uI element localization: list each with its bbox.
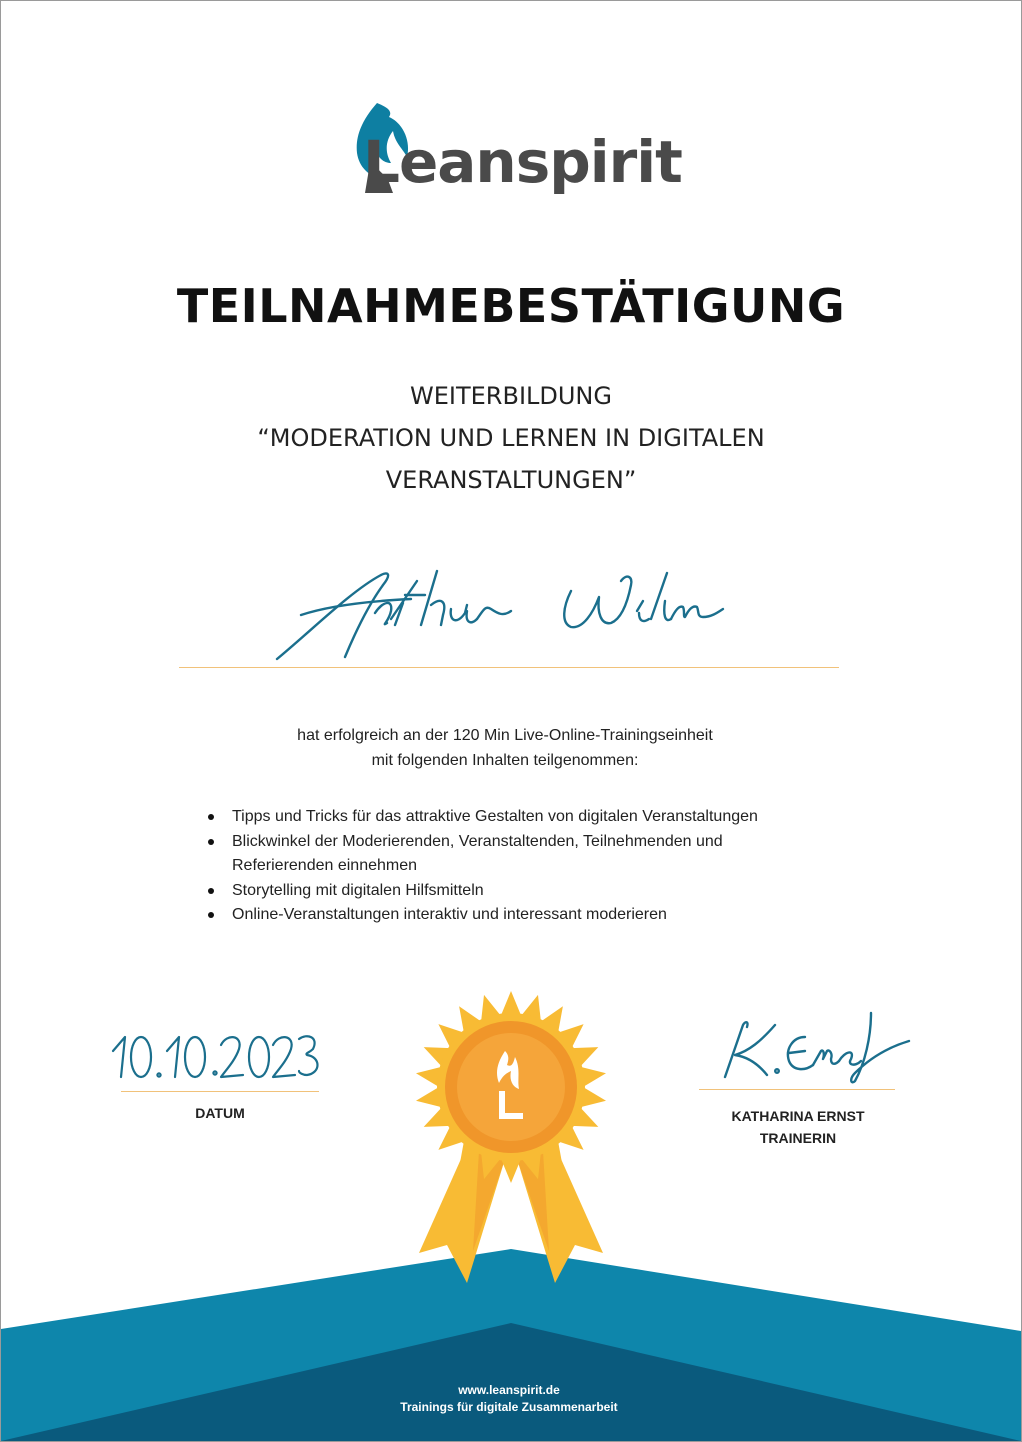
intro-line-2: mit folgenden Inhalten teilgenommen: — [371, 752, 639, 769]
list-item: Tipps und Tricks für das attraktive Gestalten von digitalen Veranstaltungen — [208, 805, 828, 830]
footer-url: www.leanspirit.de — [458, 1383, 560, 1397]
subtitle-line-1: WEITERBILDUNG — [410, 382, 612, 410]
handwritten-date — [109, 1027, 329, 1087]
date-label: DATUM — [195, 1105, 245, 1121]
company-logo — [353, 101, 682, 211]
footer-text — [1, 1382, 1017, 1416]
intro-line-1: hat erfolgreich an der 120 Min Live-Online-Trainingseinheit — [297, 727, 713, 744]
trainer-role: TRAINERIN — [759, 1130, 837, 1146]
course-contents-list — [208, 805, 828, 928]
subtitle-line-3: VERANSTALTUNGEN” — [385, 466, 637, 494]
subtitle-line-2: “MODERATION UND LERNEN IN DIGITALEN — [257, 424, 765, 452]
footer-tagline: Trainings für digitale Zusammenarbeit — [400, 1400, 618, 1414]
completion-statement — [1, 723, 1009, 773]
award-rosette-icon — [401, 991, 621, 1311]
certificate-title: TEILNAHMEBESTÄTIGUNG — [176, 279, 846, 333]
trainer-line — [699, 1089, 895, 1090]
participant-name-line — [179, 667, 839, 668]
participant-signature — [271, 561, 751, 671]
list-item: Storytelling mit digitalen Hilfsmitteln — [208, 879, 828, 904]
logo-text: Leanspirit — [363, 128, 682, 196]
list-item: Blickwinkel der Moderierenden, Veranstaltenden, Teilnehmenden und Referierenden einnehmen — [208, 830, 828, 879]
training-subtitle — [1, 375, 1021, 501]
trainer-name: KATHARINA ERNST — [731, 1108, 865, 1124]
trainer-info — [699, 1105, 897, 1149]
date-line — [121, 1091, 319, 1092]
list-item: Online-Veranstaltungen interaktiv und interessant moderieren — [208, 903, 828, 928]
trainer-signature — [705, 1007, 915, 1087]
